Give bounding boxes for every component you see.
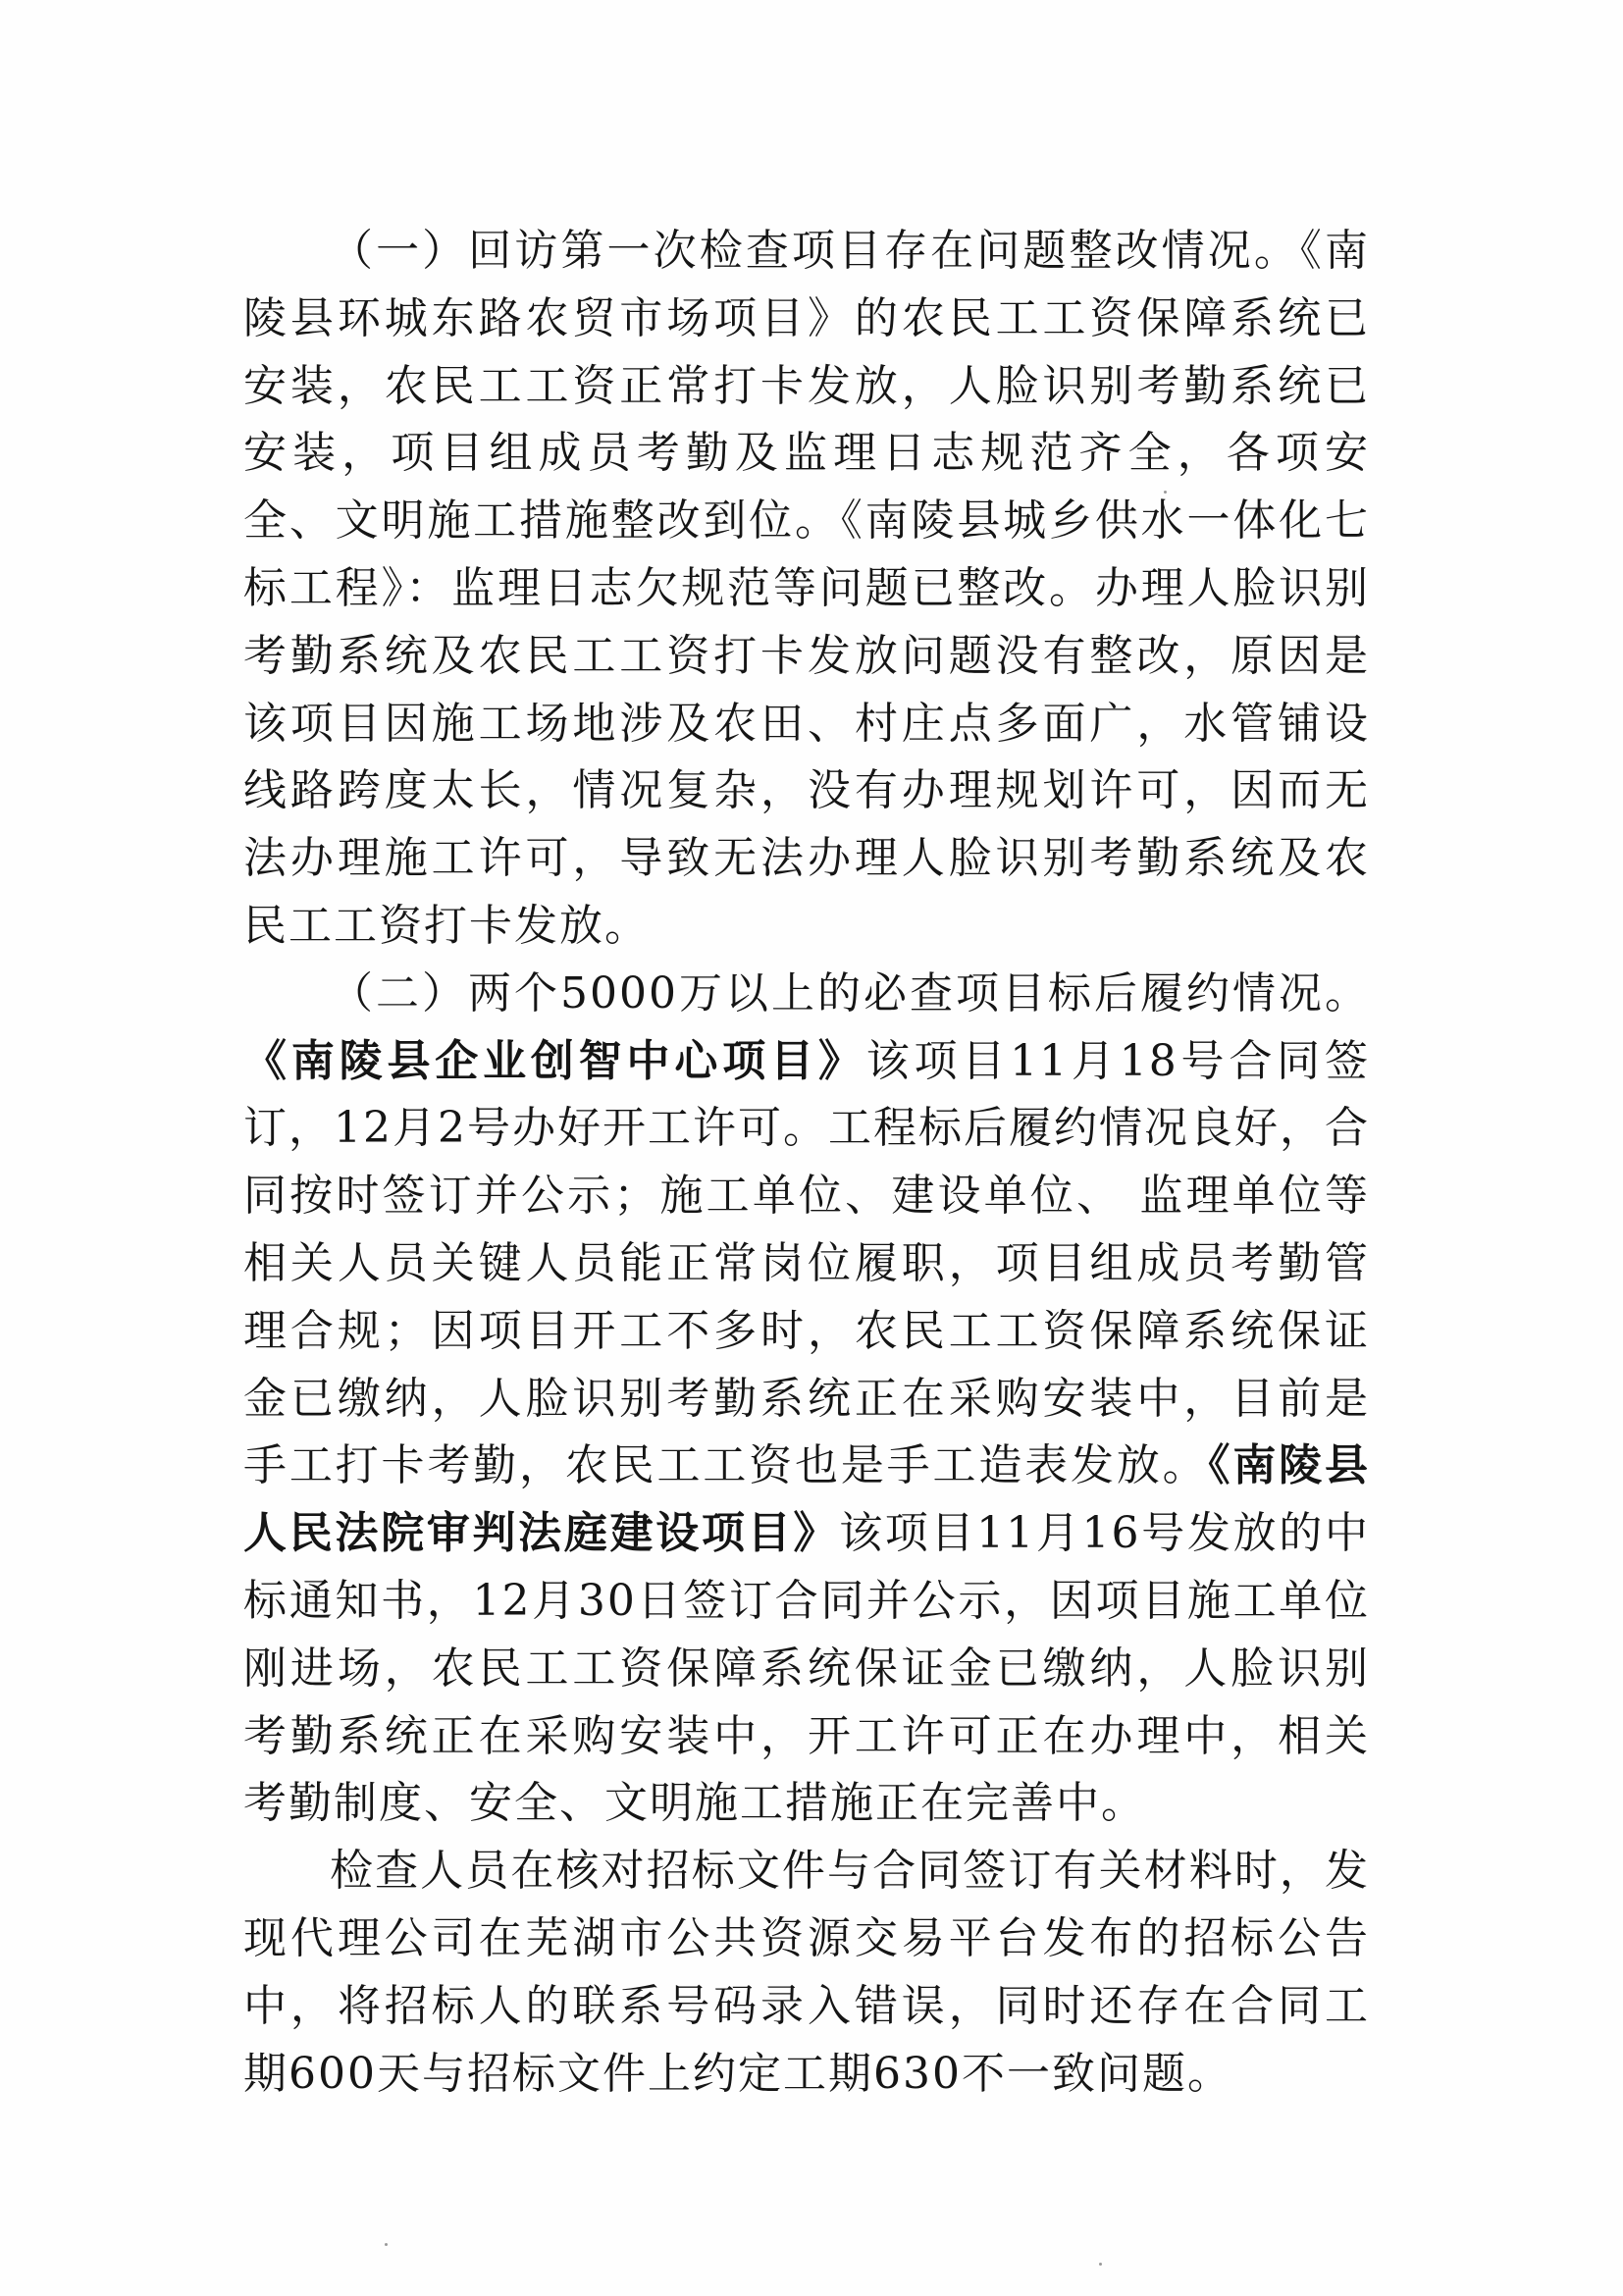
paragraph-text: 检查人员在核对招标文件与合同签订有关材料时，发现代理公司在芜湖市公共资源交易平台发布的招标公告中，将招标人的联系号码录入错误，同时还存在合同工期600天与招标文件上约定工期630不一致问题。 — [243, 1846, 1370, 2099]
paragraph-inspection-findings — [243, 1838, 1370, 2108]
paragraph-two-key-projects — [243, 961, 1370, 1838]
paragraph-text: （二）两个5000万以上的必查项目标后履约情况。 — [330, 967, 1370, 1018]
document-body — [243, 218, 1370, 2108]
paragraph-text: 该项目11月16号发放的中标通知书，12月30日签订合同并公示，因项目施工单位刚进场，农民工工资保障系统保证金已缴纳，人脸识别考勤系统正在采购安装中，开工许可正在办理中，相关考勤制度、安全、文明施工措施正在完善中。 — [243, 1508, 1371, 1829]
project-title-innovation-center: 《南陵县企业创智中心项目》 — [243, 1035, 866, 1086]
scan-speck — [1164, 491, 1167, 494]
project-title-court-building: 《南陵县人民法院审判法庭建设项目》 — [243, 1440, 1370, 1559]
scan-speck — [1099, 2263, 1102, 2266]
scan-speck — [385, 2243, 388, 2246]
paragraph-revisit-first-inspection — [243, 218, 1370, 961]
paragraph-text: 该项目11月18号合同签订，12月2号办好开工许可。工程标后履约情况良好，合同按时签订并公示；施工单位、建设单位、 监理单位等相关人员关键人员能正常岗位履职，项目组成员考勤管理合规；因项目开工不多时，农民工工资保障系统保证金已缴纳，人脸识别考勤系统正在采购安装中，目前是手工打卡考勤，农民工工资也是手工造表发放。 — [243, 1035, 1371, 1491]
paragraph-text: （一）回访第一次检查项目存在问题整改情况。《南陵县环城东路农贸市场项目》的农民工工资保障系统已安装，农民工工资正常打卡发放，人脸识别考勤系统已安装，项目组成员考勤及监理日志规范齐全，各项安全、文明施工措施整改到位。《南陵县城乡供水一体化七标工程》：监理日志欠规范等问题已整改。办理人脸识别考勤系统及农民工工资打卡发放问题没有整改，原因是该项目因施工场地涉及农田、村庄点多面广，水管铺设线路跨度太长，情况复杂，没有办理规划许可，因而无法办理施工许可，导致无法办理人脸识别考勤系统及农民工工资打卡发放。 — [243, 226, 1370, 951]
